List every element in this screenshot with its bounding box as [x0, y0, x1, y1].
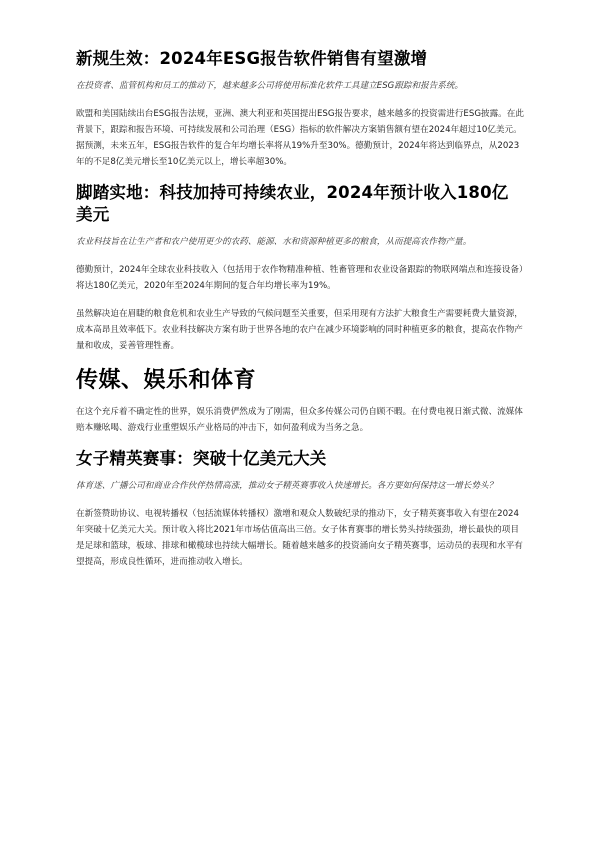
- body-paragraph: 虽然解决迫在眉睫的粮食危机和农业生产导致的气候问题至关重要，但采用现有方法扩大粮食生产需要耗费大量资源，成本高昂且效率低下。农业科技解决方案有助于世界各地的农户在减少环境影响的同时种植更多的粮食，提高农作物产量和收成，妥善管理牲畜。: [76, 309, 523, 351]
- body-paragraph: 在新签赞助协议、电视转播权（包括流媒体转播权）激增和观众人数破纪录的推动下，女子精英赛事收入有望在2024年突破十亿美元大关。预计收入将比2021年市场估值高出三倍。女子体育赛事的增长势头持续强劲，增长最快的项目是足球和篮球，板球、排球和橄榄球也持续大幅增长。随着越来越多的投资涌向女子精英赛事，运动员的表现和水平有望提高，形成良性循环，进而推动收入增长。: [76, 509, 523, 567]
- section-lead: 体育迷、广播公司和商业合作伙伴热情高涨，推动女子精英赛事收入快速增长。各方要如何保持这一增长势头？: [76, 481, 498, 491]
- section-heading: 新规生效：2024年ESG报告软件销售有望激增: [76, 49, 428, 68]
- section-womens-elite-sports: [76, 448, 524, 570]
- body-paragraph: 在这个充斥着不确定性的世界，娱乐消费俨然成为了刚需，但众多传媒公司仍自顾不暇。在付费电视日渐式微、流媒体赔本赚吆喝、游戏行业重塑娱乐产业格局的冲击下，如何盈利成为当务之急。: [76, 407, 523, 433]
- section-esg-software: [76, 48, 524, 170]
- section-media-entertainment-sports: [76, 366, 524, 436]
- body-paragraph: 欧盟和美国陆续出台ESG报告法规，亚洲、澳大利亚和英国提出ESG报告要求，越来越多的投资需进行ESG披露。在此背景下，跟踪和报告环境、可持续发展和公司治理（ESG）指标的软件解决方案销售额有望在2024年超过10亿美元。据预测，未来五年，ESG报告软件的复合年均增长率将从19%升至30%。德勤预计，2024年将达到临界点，从2023年的不足8亿美元增长至10亿美元以上，增长率超30%。: [76, 109, 524, 167]
- section-lead: 农业科技旨在让生产者和农户使用更少的农药、能源、水和资源种植更多的粮食，从而提高农作物产量。: [76, 237, 472, 247]
- section-agritech: [76, 182, 524, 354]
- body-paragraph: 德勤预计，2024年全球农业科技收入（包括用于农作物精准种植、牲畜管理和农业设备跟踪的物联网端点和连接设备）将达180亿美元，2020年至2024年期间的复合年均增长率为19%。: [76, 265, 524, 291]
- section-heading: 脚踏实地：科技加持可持续农业，2024年预计收入180亿美元: [76, 183, 509, 224]
- section-heading: 女子精英赛事：突破十亿美元大关: [76, 449, 327, 468]
- section-lead: 在投资者、监管机构和员工的推动下，越来越多公司将使用标准化软件工具建立ESG跟踪和报告系统。: [76, 81, 464, 91]
- chapter-title: 传媒、娱乐和体育: [76, 368, 257, 393]
